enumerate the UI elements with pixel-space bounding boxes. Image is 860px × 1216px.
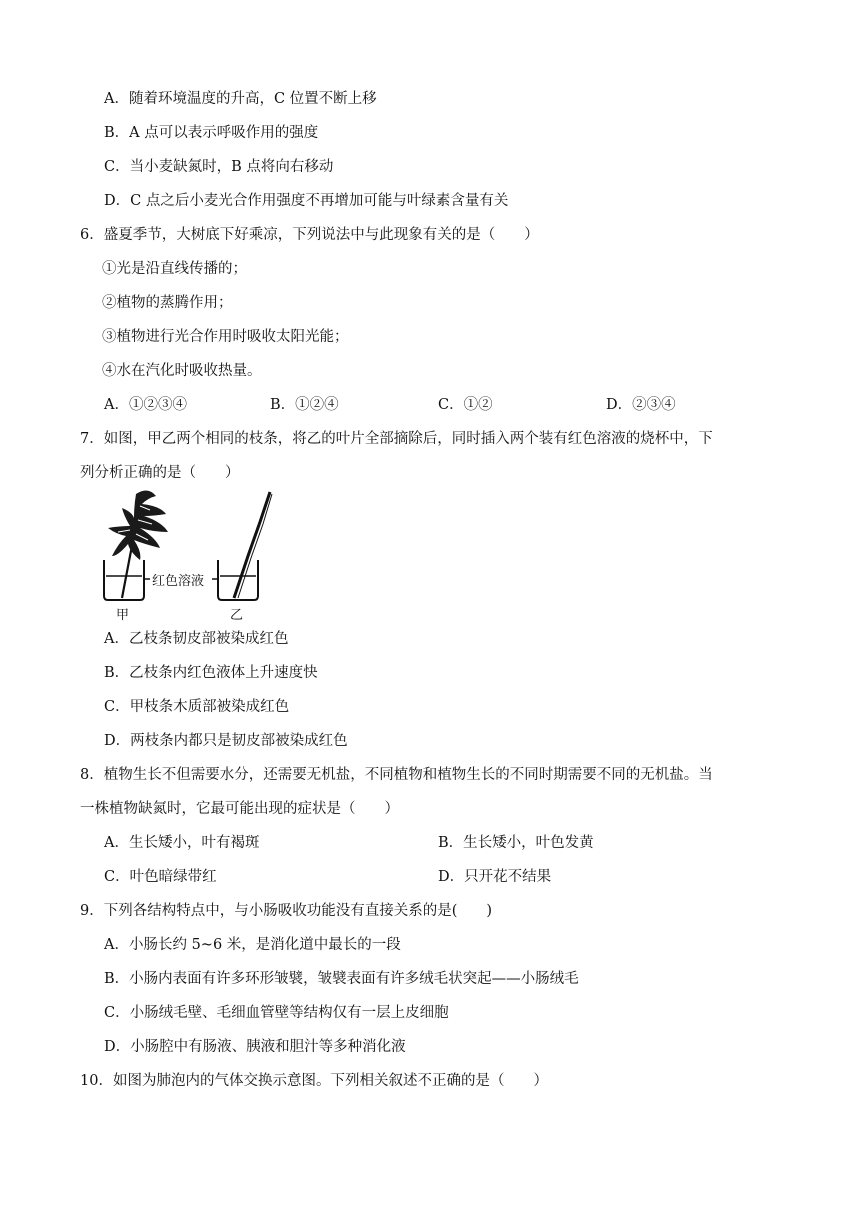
q8-option-b: B．生长矮小，叶色发黄 — [438, 835, 594, 851]
branch-b-stem — [234, 492, 270, 598]
q7-stem-line1: 7．如图，甲乙两个相同的枝条，将乙的叶片全部摘除后，同时插入两个装有红色溶液的烧杯中，下 — [80, 431, 713, 447]
q6-statement-3: ③植物进行光合作用时吸收太阳光能； — [102, 329, 349, 345]
q8-stem-line2: 一株植物缺氮时，它最可能出现的症状是（ ） — [80, 801, 399, 817]
q7-stem-line2: 列分析正确的是（ ） — [80, 465, 240, 481]
q6-option-a: A．①②③④ — [104, 397, 187, 413]
q9-option-a: A．小肠长约 5~6 米，是消化道中最长的一段 — [104, 937, 401, 953]
q6-stem: 6．盛夏季节，大树底下好乘凉，下列说法中与此现象有关的是（ ） — [80, 227, 539, 243]
q7-option-b: B．乙枝条内红色液体上升速度快 — [104, 665, 318, 681]
q7-option-d: D．两枝条内都只是韧皮部被染成红色 — [104, 733, 348, 749]
q6-option-b: B．①②④ — [270, 397, 339, 413]
q7-option-c: C．甲枝条木质部被染成红色 — [104, 699, 290, 715]
q10-stem: 10．如图为肺泡内的气体交换示意图。下列相关叙述不正确的是（ ） — [80, 1073, 548, 1089]
q8-option-c: C．叶色暗绿带红 — [104, 869, 217, 885]
beaker-b-label: 乙 — [230, 608, 244, 623]
q9-option-b: B．小肠内表面有许多环形皱襞，皱襞表面有许多绒毛状突起——小肠绒毛 — [104, 971, 579, 987]
beaker-b — [218, 560, 258, 600]
q9-option-c: C．小肠绒毛壁、毛细血管壁等结构仅有一层上皮细胞 — [104, 1005, 449, 1021]
q9-option-d: D．小肠腔中有肠液、胰液和胆汁等多种消化液 — [104, 1039, 406, 1055]
q6-statement-4: ④水在汽化时吸收热量。 — [102, 363, 262, 379]
q5-option-d: D．C 点之后小麦光合作用强度不再增加可能与叶绿素含量有关 — [104, 193, 509, 209]
q6-statement-1: ①光是沿直线传播的； — [102, 261, 247, 277]
q9-stem: 9．下列各结构特点中，与小肠吸收功能没有直接关系的是( ) — [80, 903, 493, 919]
q8-stem-line1: 8．植物生长不但需要水分，还需要无机盐，不同植物和植物生长的不同时期需要不同的无机盐。当 — [80, 767, 713, 783]
red-solution-label: 红色溶液 — [152, 574, 205, 589]
beaker-a — [104, 560, 144, 600]
q5-option-a: A．随着环境温度的升高，C 位置不断上移 — [104, 91, 377, 107]
q6-option-c: C．①② — [438, 397, 493, 413]
q8-option-a: A．生长矮小，叶有褐斑 — [104, 835, 260, 851]
q7-figure — [100, 486, 290, 626]
branch-b-stem-shade — [238, 494, 272, 598]
q5-option-c: C．当小麦缺氮时，B 点将向右移动 — [104, 159, 334, 175]
q8-option-d: D．只开花不结果 — [438, 869, 552, 885]
branch-a-leaves — [108, 490, 168, 560]
q6-statement-2: ②植物的蒸腾作用； — [102, 295, 233, 311]
q5-option-b: B．A 点可以表示呼吸作用的强度 — [104, 125, 319, 141]
beaker-a-label: 甲 — [116, 608, 130, 623]
q6-option-d: D．②③④ — [606, 397, 676, 413]
q7-option-a: A．乙枝条韧皮部被染成红色 — [104, 631, 289, 647]
